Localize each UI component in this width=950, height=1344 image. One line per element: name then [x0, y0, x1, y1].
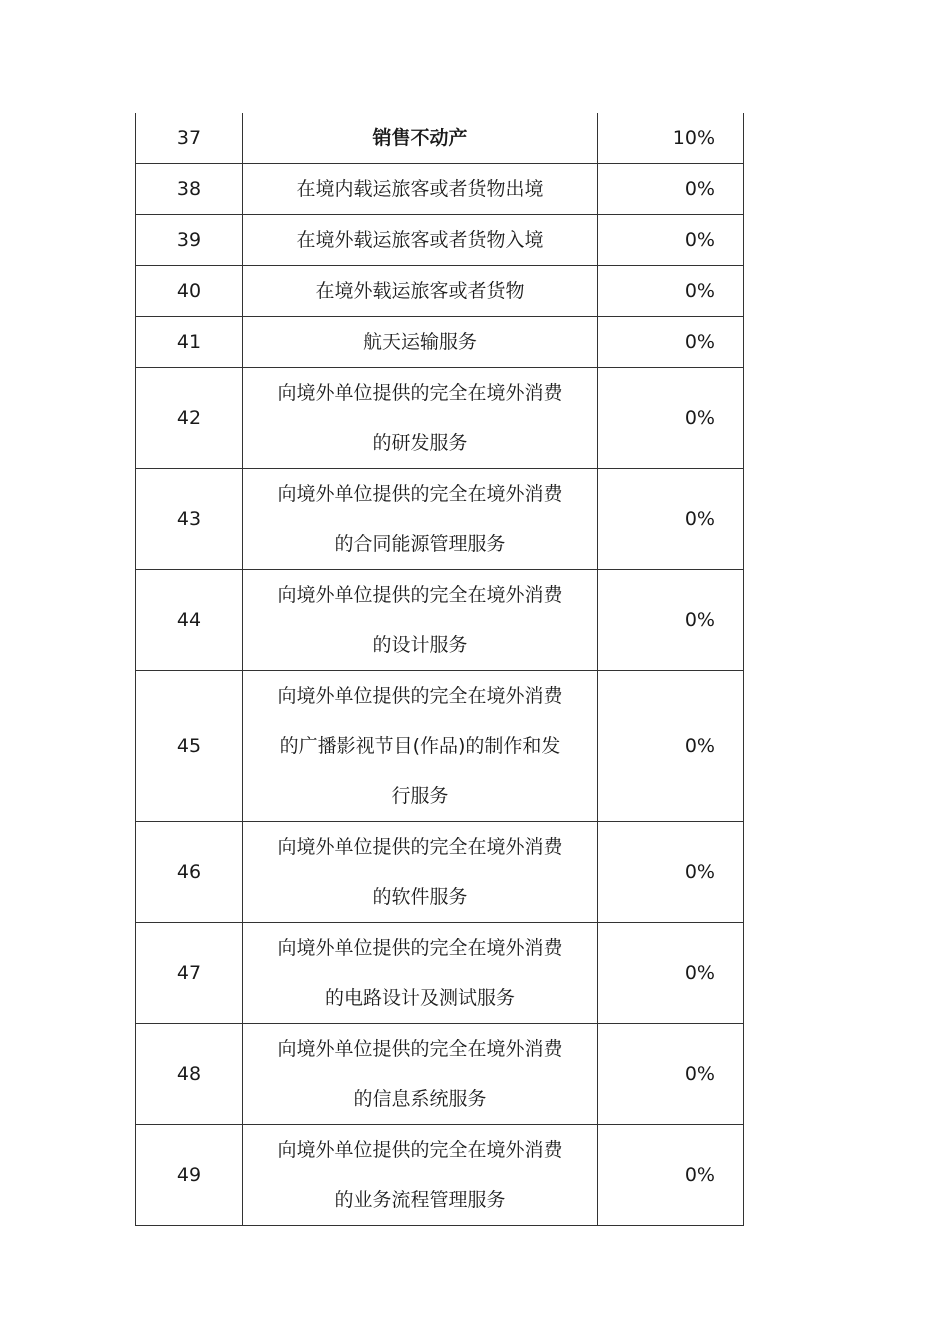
item-text-line: 的广播影视节目(作品)的制作和发: [279, 735, 561, 757]
table-row: [136, 923, 744, 1024]
item-text-line: 的电路设计及测试服务: [324, 987, 515, 1009]
item-text-line: 行服务: [391, 785, 449, 807]
row-number-cell: 37: [136, 113, 243, 164]
tax-rate-cell: 0%: [598, 164, 744, 215]
item-text-line: 的设计服务: [372, 634, 468, 656]
tax-rate-cell: 0%: [598, 671, 744, 822]
tax-rate-cell: 0%: [598, 1024, 744, 1125]
item-text-line: 向境外单位提供的完全在境外消费: [277, 836, 563, 858]
item-text-line: 向境外单位提供的完全在境外消费: [277, 1038, 563, 1060]
item-text-line: 的业务流程管理服务: [334, 1189, 506, 1211]
tax-rate-cell: 0%: [598, 469, 744, 570]
table-row: [136, 113, 744, 164]
item-text-line: 的信息系统服务: [353, 1088, 487, 1110]
tax-rate-cell: 0%: [598, 317, 744, 368]
item-text-line: 向境外单位提供的完全在境外消费: [277, 1139, 563, 1161]
item-cell: [243, 1024, 598, 1125]
item-text-line: 航天运输服务: [362, 331, 477, 353]
tax-rate-cell: 0%: [598, 266, 744, 317]
tax-rate-cell: 0%: [598, 1125, 744, 1226]
tax-rate-cell: 0%: [598, 570, 744, 671]
table-row: [136, 368, 744, 469]
table-row: [136, 671, 744, 822]
item-text-line: 在境外载运旅客或者货物: [315, 280, 525, 302]
row-number-cell: 44: [136, 570, 243, 671]
tax-rate-cell: 0%: [598, 923, 744, 1024]
item-cell: [243, 469, 598, 570]
row-number-cell: 45: [136, 671, 243, 822]
row-number-cell: 42: [136, 368, 243, 469]
row-number-cell: 43: [136, 469, 243, 570]
item-cell: [243, 570, 598, 671]
row-number-cell: 39: [136, 215, 243, 266]
item-text-line: 的合同能源管理服务: [334, 533, 506, 555]
item-text-line: 的软件服务: [372, 886, 468, 908]
table-row: [136, 1125, 744, 1226]
item-text-line: 向境外单位提供的完全在境外消费: [277, 937, 563, 959]
item-cell: [243, 215, 598, 266]
row-number-cell: 40: [136, 266, 243, 317]
table-body: [136, 113, 744, 1226]
item-text-line: 在境外载运旅客或者货物入境: [296, 229, 544, 251]
tax-rate-cell: 0%: [598, 368, 744, 469]
table-row: [136, 570, 744, 671]
item-text-line: 向境外单位提供的完全在境外消费: [277, 382, 563, 404]
item-cell: [243, 923, 598, 1024]
row-number-cell: 47: [136, 923, 243, 1024]
item-text-line: 销售不动产: [372, 127, 468, 149]
tax-rate-cell: 0%: [598, 822, 744, 923]
item-cell: [243, 266, 598, 317]
item-cell: [243, 317, 598, 368]
row-number-cell: 46: [136, 822, 243, 923]
table-row: [136, 215, 744, 266]
item-text-line: 向境外单位提供的完全在境外消费: [277, 483, 563, 505]
item-cell: [243, 822, 598, 923]
table-row: [136, 1024, 744, 1125]
row-number-cell: 49: [136, 1125, 243, 1226]
row-number-cell: 41: [136, 317, 243, 368]
tax-rate-cell: 0%: [598, 215, 744, 266]
item-cell: [243, 113, 598, 164]
item-cell: [243, 1125, 598, 1226]
item-cell: [243, 368, 598, 469]
table-row: [136, 822, 744, 923]
item-text-line: 在境内载运旅客或者货物出境: [296, 178, 544, 200]
table-row: [136, 317, 744, 368]
item-text-line: 向境外单位提供的完全在境外消费: [277, 584, 563, 606]
tax-rate-cell: 10%: [598, 113, 744, 164]
item-cell: [243, 671, 598, 822]
row-number-cell: 38: [136, 164, 243, 215]
item-text-line: 的研发服务: [372, 432, 468, 454]
item-text-line: 向境外单位提供的完全在境外消费: [277, 685, 563, 707]
item-cell: [243, 164, 598, 215]
tax-rate-table: [135, 113, 744, 1226]
table-row: [136, 469, 744, 570]
table-row: [136, 164, 744, 215]
table-row: [136, 266, 744, 317]
row-number-cell: 48: [136, 1024, 243, 1125]
